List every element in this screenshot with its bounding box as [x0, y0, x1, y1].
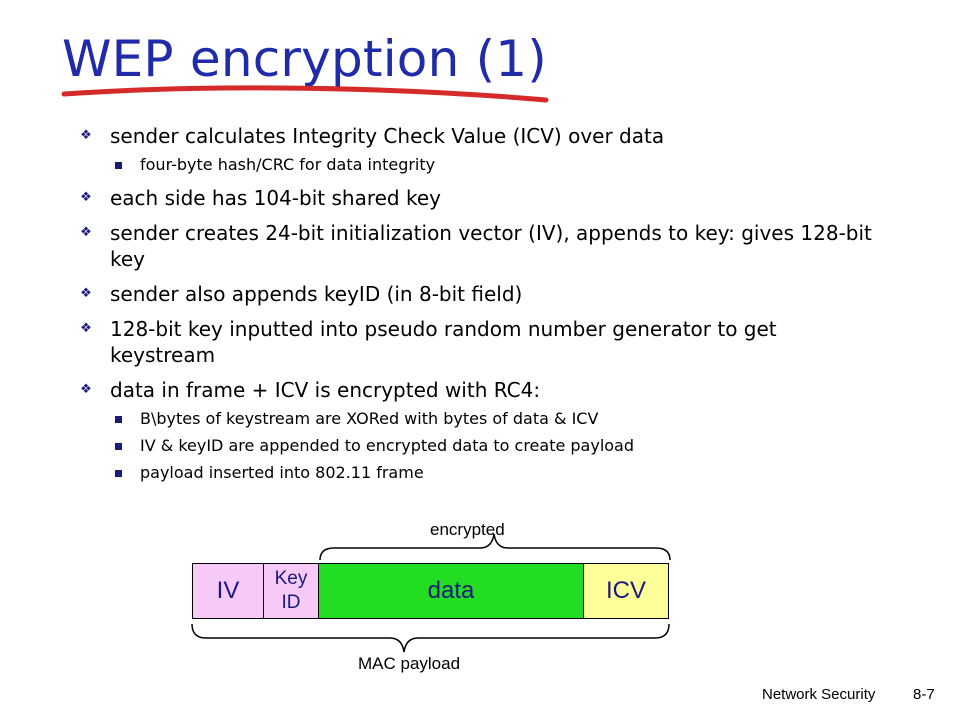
icv-field — [583, 563, 669, 619]
square-bullet-icon — [115, 443, 122, 450]
sub-bullet-text: B\bytes of keystream are XORed with bytes of data & ICV — [140, 409, 599, 428]
square-bullet-icon — [115, 416, 122, 423]
encrypted-label: encrypted — [430, 520, 505, 539]
diamond-bullet-icon: ❖ — [80, 286, 92, 301]
bullet-item — [78, 316, 888, 368]
data-field — [318, 563, 584, 619]
sub-bullet-item — [78, 462, 888, 484]
iv-field-label: IV — [216, 577, 240, 604]
sub-bullet-text: payload inserted into 802.11 frame — [140, 463, 424, 482]
key-id-line-2: ID — [281, 592, 301, 613]
encrypted-brace — [320, 534, 670, 560]
diamond-bullet-icon: ❖ — [80, 225, 92, 240]
square-bullet-icon — [115, 162, 122, 169]
key-id-line-1: Key — [274, 568, 308, 589]
icv-field-label: ICV — [605, 577, 646, 604]
diamond-bullet-icon: ❖ — [80, 321, 92, 336]
bullet-item — [78, 377, 888, 403]
bullet-text: 128-bit key inputted into pseudo random number generator to get keystream — [110, 317, 777, 367]
bullet-item — [78, 123, 888, 149]
bullet-text: sender creates 24-bit initialization vector (IV), appends to key: gives 128-bit key — [110, 221, 872, 271]
bullet-text: sender also appends keyID (in 8-bit field) — [110, 282, 523, 306]
data-field-label: data — [427, 577, 475, 604]
bullet-list — [78, 114, 888, 484]
slide-title: WEP encryption (1) — [62, 30, 547, 88]
mac-payload-brace — [192, 624, 669, 652]
sub-bullet-item — [78, 435, 888, 457]
key-id-field-label — [275, 567, 308, 615]
iv-field — [192, 563, 264, 619]
sub-bullet-text: four-byte hash/CRC for data integrity — [140, 155, 436, 174]
footer-section: Network Security — [762, 686, 876, 703]
sub-bullet-text: IV & keyID are appended to encrypted data to create payload — [140, 436, 635, 455]
bullet-item — [78, 220, 888, 272]
key-id-field — [263, 563, 319, 619]
square-bullet-icon — [115, 470, 122, 477]
title-underline-swoosh — [60, 80, 550, 110]
mac-payload-label: MAC payload — [358, 654, 461, 673]
sub-bullet-item — [78, 154, 888, 176]
footer-page-number: 8-7 — [913, 686, 935, 703]
bullet-item — [78, 281, 888, 307]
diamond-bullet-icon: ❖ — [80, 382, 92, 397]
sub-bullet-item — [78, 408, 888, 430]
bullet-text: each side has 104-bit shared key — [110, 186, 441, 210]
diamond-bullet-icon: ❖ — [80, 128, 92, 143]
bullet-text: data in frame + ICV is encrypted with RC4: — [110, 378, 541, 402]
diamond-bullet-icon: ❖ — [80, 190, 92, 205]
bullet-text: sender calculates Integrity Check Value (ICV) over data — [110, 124, 665, 148]
bullet-item — [78, 185, 888, 211]
